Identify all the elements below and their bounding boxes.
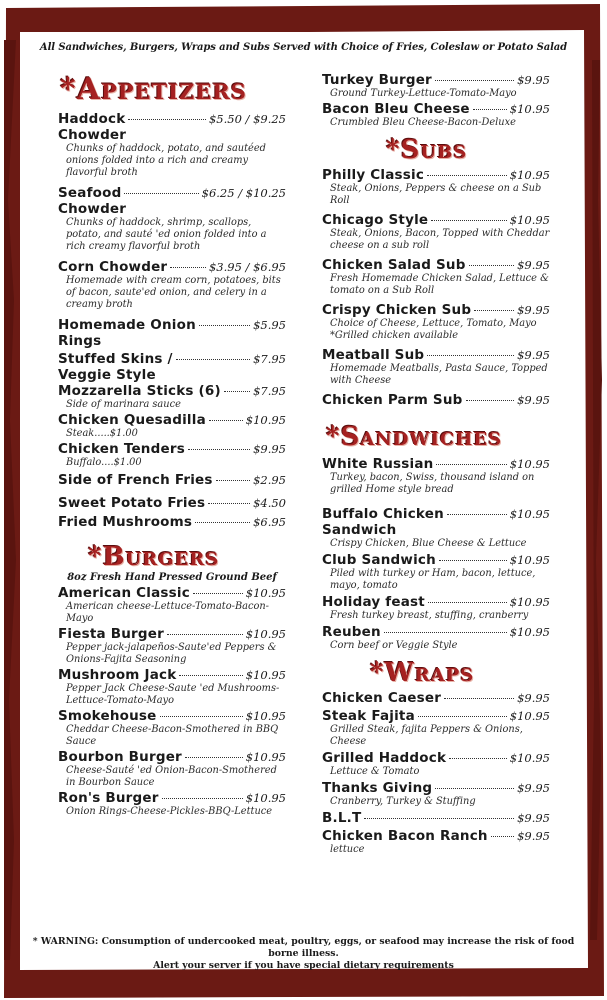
item-price: $2.95 — [253, 473, 286, 487]
item-name: Turkey Burger — [322, 72, 432, 88]
item-name: Seafood — [58, 185, 122, 201]
menu-item — [322, 257, 550, 297]
menu-item — [58, 472, 286, 488]
item-name: Mushroom Jack — [58, 667, 177, 683]
menu-item — [58, 412, 286, 440]
menu-item — [58, 185, 286, 253]
item-description: Pepper Jack Cheese-Saute 'ed Mushrooms-Lettuce-Tomato-Mayo — [66, 683, 280, 706]
item-price: $10.95 — [509, 457, 550, 471]
item-price: $9.95 — [253, 442, 286, 456]
item-price: $6.95 — [253, 515, 286, 529]
item-price: $4.50 — [253, 496, 286, 510]
item-name: Homemade Onion — [58, 317, 196, 333]
item-name: Haddock — [58, 111, 126, 127]
item-name: Fiesta Burger — [58, 626, 164, 642]
leader-dots — [469, 265, 515, 266]
item-description: Steak.....$1.00 — [66, 428, 138, 439]
item-price: $10.95 — [509, 213, 550, 227]
menu-item — [58, 626, 286, 666]
menu-item — [58, 441, 286, 469]
menu-item — [58, 667, 286, 707]
item-name: Grilled Haddock — [322, 750, 447, 766]
leader-dots — [418, 716, 507, 717]
item-description: Corn beef or Veggie Style — [330, 640, 458, 651]
menu-item — [322, 72, 550, 100]
item-description: Chunks of haddock, potato, and sautéed onions folded into a rich and creamy flavorful broth — [66, 143, 266, 178]
wraps-title: *Wraps — [370, 658, 475, 688]
item-name: Chowder — [58, 127, 127, 143]
food-warning — [26, 936, 581, 972]
item-price: $10.95 — [245, 627, 286, 641]
burger-list — [58, 585, 286, 818]
item-description: Pepper jack-jalapeños-Saute'ed Peppers & Onions-Fajita Seasoning — [66, 642, 277, 665]
menu-item — [58, 495, 286, 511]
leader-dots — [427, 355, 514, 356]
item-name: Club Sandwich — [322, 552, 436, 568]
item-description: Cheddar Cheese-Bacon-Smothered in BBQ Sauce — [66, 724, 279, 747]
leader-dots — [195, 522, 250, 523]
menu-item — [58, 351, 286, 383]
item-price: $9.95 — [517, 73, 550, 87]
item-name: Stuffed Skins / — [58, 351, 173, 367]
right-column — [322, 70, 550, 856]
item-price: $10.95 — [509, 625, 550, 639]
item-price: $9.95 — [517, 781, 550, 795]
leader-dots — [444, 698, 514, 699]
serving-note: All Sandwiches, Burgers, Wraps and Subs Served with Choice of Fries, Coleslaw or Potato Salad — [39, 42, 568, 53]
leader-dots — [167, 634, 243, 635]
menu-item — [58, 514, 286, 530]
menu-item — [322, 828, 550, 856]
item-description: Choice of Cheese, Lettuce, Tomato, Mayo *Grilled chicken available — [330, 318, 537, 341]
menu-item — [58, 749, 286, 789]
item-description: Crumbled Bleu Cheese-Bacon-Deluxe — [330, 117, 516, 128]
item-name: Mozzarella Sticks (6) — [58, 383, 221, 399]
item-description: Cheese-Sauté 'ed Onion-Bacon-Smothered in Bourbon Sauce — [66, 765, 277, 788]
item-description: Fresh Homemade Chicken Salad, Lettuce & tomato on a Sub Roll — [330, 273, 549, 296]
item-price: $10.95 — [245, 586, 286, 600]
item-price: $9.95 — [517, 393, 550, 407]
item-name: Ron's Burger — [58, 790, 159, 806]
menu-item — [322, 624, 550, 652]
leader-dots — [208, 503, 250, 504]
leader-dots — [185, 757, 243, 758]
leader-dots — [436, 464, 506, 465]
item-description: Ground Turkey-Lettuce-Tomato-Mayo — [330, 88, 517, 99]
menu-item — [322, 506, 550, 550]
item-name: Fried Mushrooms — [58, 514, 193, 530]
menu-item — [322, 690, 550, 706]
burger-list-continued — [322, 72, 550, 129]
item-description: Fresh turkey breast, stuffing, cranberry — [330, 610, 529, 621]
leader-dots — [491, 836, 514, 837]
menu-item — [322, 708, 550, 748]
menu-item — [58, 790, 286, 818]
leader-dots — [128, 119, 206, 120]
menu-item — [322, 552, 550, 592]
item-description: Turkey, bacon, Swiss, thousand island on grilled Home style bread — [330, 472, 535, 495]
item-name: Steak Fajita — [322, 708, 415, 724]
item-name: Reuben — [322, 624, 381, 640]
leader-dots — [179, 675, 242, 676]
item-description: Onion Rings-Cheese-Pickles-BBQ-Lettuce — [66, 806, 273, 817]
item-name: Chicken Tenders — [58, 441, 185, 457]
leader-dots — [193, 593, 243, 594]
menu-item — [58, 383, 286, 411]
item-name: Chowder — [58, 201, 127, 217]
warning-line: Alert your server if you have special dietary requirements — [153, 960, 454, 971]
item-price: $9.95 — [517, 811, 550, 825]
leader-dots — [188, 449, 250, 450]
item-description: Side of marinara sauce — [66, 399, 181, 410]
menu-item — [322, 101, 550, 129]
item-description: Steak, Onions, Bacon, Topped with Cheddar cheese on a sub roll — [330, 228, 550, 251]
item-name: Veggie Style — [58, 367, 156, 383]
menu-item — [58, 708, 286, 748]
item-price: $3.95 / $6.95 — [208, 260, 286, 274]
leader-dots — [427, 175, 507, 176]
item-description: Chunks of haddock, shrimp, scallops, potato, and sauté 'ed onion folded into a rich creamy flavorful broth — [66, 217, 267, 252]
item-description: Homemade with cream corn, potatoes, bits of bacon, saute'ed onion, and celery in a creamy broth — [66, 275, 281, 310]
item-name: American Classic — [58, 585, 190, 601]
warning-line: * WARNING: Consumption of undercooked meat, poultry, eggs, or seafood may increase the risk of food borne illness. — [32, 936, 575, 959]
item-price: $9.95 — [517, 258, 550, 272]
subs-list — [322, 167, 550, 408]
item-price: $10.95 — [509, 553, 550, 567]
item-price: $6.25 / $10.25 — [201, 186, 286, 200]
item-price: $10.95 — [245, 791, 286, 805]
item-price: $10.95 — [245, 413, 286, 427]
item-name: Crispy Chicken Sub — [322, 302, 472, 318]
leader-dots — [474, 310, 514, 311]
leader-dots — [160, 716, 243, 717]
item-price: $5.95 — [253, 318, 286, 332]
menu-item — [322, 167, 550, 207]
item-description: Cranberry, Turkey & Stuffing — [330, 796, 476, 807]
leader-dots — [431, 220, 506, 221]
item-name: Smokehouse — [58, 708, 157, 724]
item-price: $10.95 — [509, 751, 550, 765]
item-price: $10.95 — [245, 668, 286, 682]
item-price: $9.95 — [517, 691, 550, 705]
item-name: Chicken Salad Sub — [322, 257, 466, 273]
menu-item — [322, 302, 550, 342]
menu-item — [322, 456, 550, 496]
leader-dots — [162, 798, 243, 799]
burgers-title: *Burgers — [88, 542, 220, 572]
menu-item — [322, 750, 550, 778]
leader-dots — [209, 420, 243, 421]
menu-item — [322, 392, 550, 408]
item-description: Homemade Meatballs, Pasta Sauce, Topped with Cheese — [330, 363, 548, 386]
leader-dots — [199, 325, 250, 326]
item-name: Chicago Style — [322, 212, 429, 228]
item-price: $10.95 — [509, 507, 550, 521]
menu-item — [322, 212, 550, 252]
leader-dots — [224, 391, 250, 392]
item-name: Thanks Giving — [322, 780, 433, 796]
item-name: Chicken Quesadilla — [58, 412, 206, 428]
item-price: $7.95 — [253, 352, 286, 366]
item-description: Crispy Chicken, Blue Cheese & Lettuce — [330, 538, 527, 549]
leader-dots — [384, 632, 507, 633]
left-column — [58, 70, 286, 818]
item-price: $10.95 — [509, 168, 550, 182]
sandwiches-title: *Sandwiches — [326, 422, 503, 452]
item-name: Bourbon Burger — [58, 749, 182, 765]
item-name: Rings — [58, 333, 102, 349]
leader-dots — [473, 109, 507, 110]
menu-item — [322, 810, 550, 826]
item-price: $9.95 — [517, 348, 550, 362]
item-price: $10.95 — [245, 750, 286, 764]
item-price: $7.95 — [253, 384, 286, 398]
item-price: $10.95 — [509, 595, 550, 609]
item-name: Sweet Potato Fries — [58, 495, 206, 511]
leader-dots — [170, 267, 206, 268]
burgers-note: 8oz Fresh Hand Pressed Ground Beef — [67, 572, 277, 583]
leader-dots — [439, 560, 507, 561]
menu-item — [322, 594, 550, 622]
item-name: B.L.T — [322, 810, 362, 826]
menu-item — [322, 347, 550, 387]
item-description: American cheese-Lettuce-Tomato-Bacon-Mayo — [66, 601, 269, 624]
menu-item — [58, 585, 286, 625]
wraps-list — [322, 690, 550, 856]
appetizers-title: *Appetizers — [60, 72, 247, 107]
item-description: Lettuce & Tomato — [330, 766, 420, 777]
item-price: $10.95 — [509, 102, 550, 116]
item-name: Buffalo Chicken — [322, 506, 444, 522]
subs-title: *Subs — [386, 135, 468, 165]
item-name: Chicken Caeser — [322, 690, 442, 706]
leader-dots — [435, 788, 514, 789]
item-name: Holiday feast — [322, 594, 425, 610]
leader-dots — [364, 818, 514, 819]
menu-item — [58, 259, 286, 311]
leader-dots — [124, 193, 198, 194]
leader-dots — [466, 400, 515, 401]
item-name: Philly Classic — [322, 167, 425, 183]
item-name: Meatball Sub — [322, 347, 425, 363]
item-name: Sandwich — [322, 522, 397, 538]
item-description: lettuce — [330, 844, 365, 855]
item-name: White Russian — [322, 456, 434, 472]
item-description: Steak, Onions, Peppers & cheese on a Sub Roll — [330, 183, 542, 206]
leader-dots — [435, 80, 514, 81]
item-description: Grilled Steak, fajita Peppers & Onions, Cheese — [330, 724, 523, 747]
leader-dots — [176, 359, 250, 360]
item-price: $9.95 — [517, 303, 550, 317]
item-name: Chicken Parm Sub — [322, 392, 463, 408]
item-price: $10.95 — [509, 709, 550, 723]
leader-dots — [449, 758, 507, 759]
item-name: Side of French Fries — [58, 472, 213, 488]
menu-item — [58, 111, 286, 179]
menu-item — [58, 317, 286, 349]
menu-item — [322, 780, 550, 808]
item-price: $10.95 — [245, 709, 286, 723]
leader-dots — [447, 514, 507, 515]
item-name: Chicken Bacon Ranch — [322, 828, 488, 844]
item-price: $9.95 — [517, 829, 550, 843]
item-price: $5.50 / $9.25 — [208, 112, 286, 126]
item-name: Bacon Bleu Cheese — [322, 101, 470, 117]
item-description: Piled with turkey or Ham, bacon, lettuce, mayo, tomato — [330, 568, 536, 591]
item-name: Corn Chowder — [58, 259, 168, 275]
leader-dots — [428, 602, 507, 603]
item-description: Buffalo....$1.00 — [66, 457, 142, 468]
leader-dots — [216, 480, 250, 481]
